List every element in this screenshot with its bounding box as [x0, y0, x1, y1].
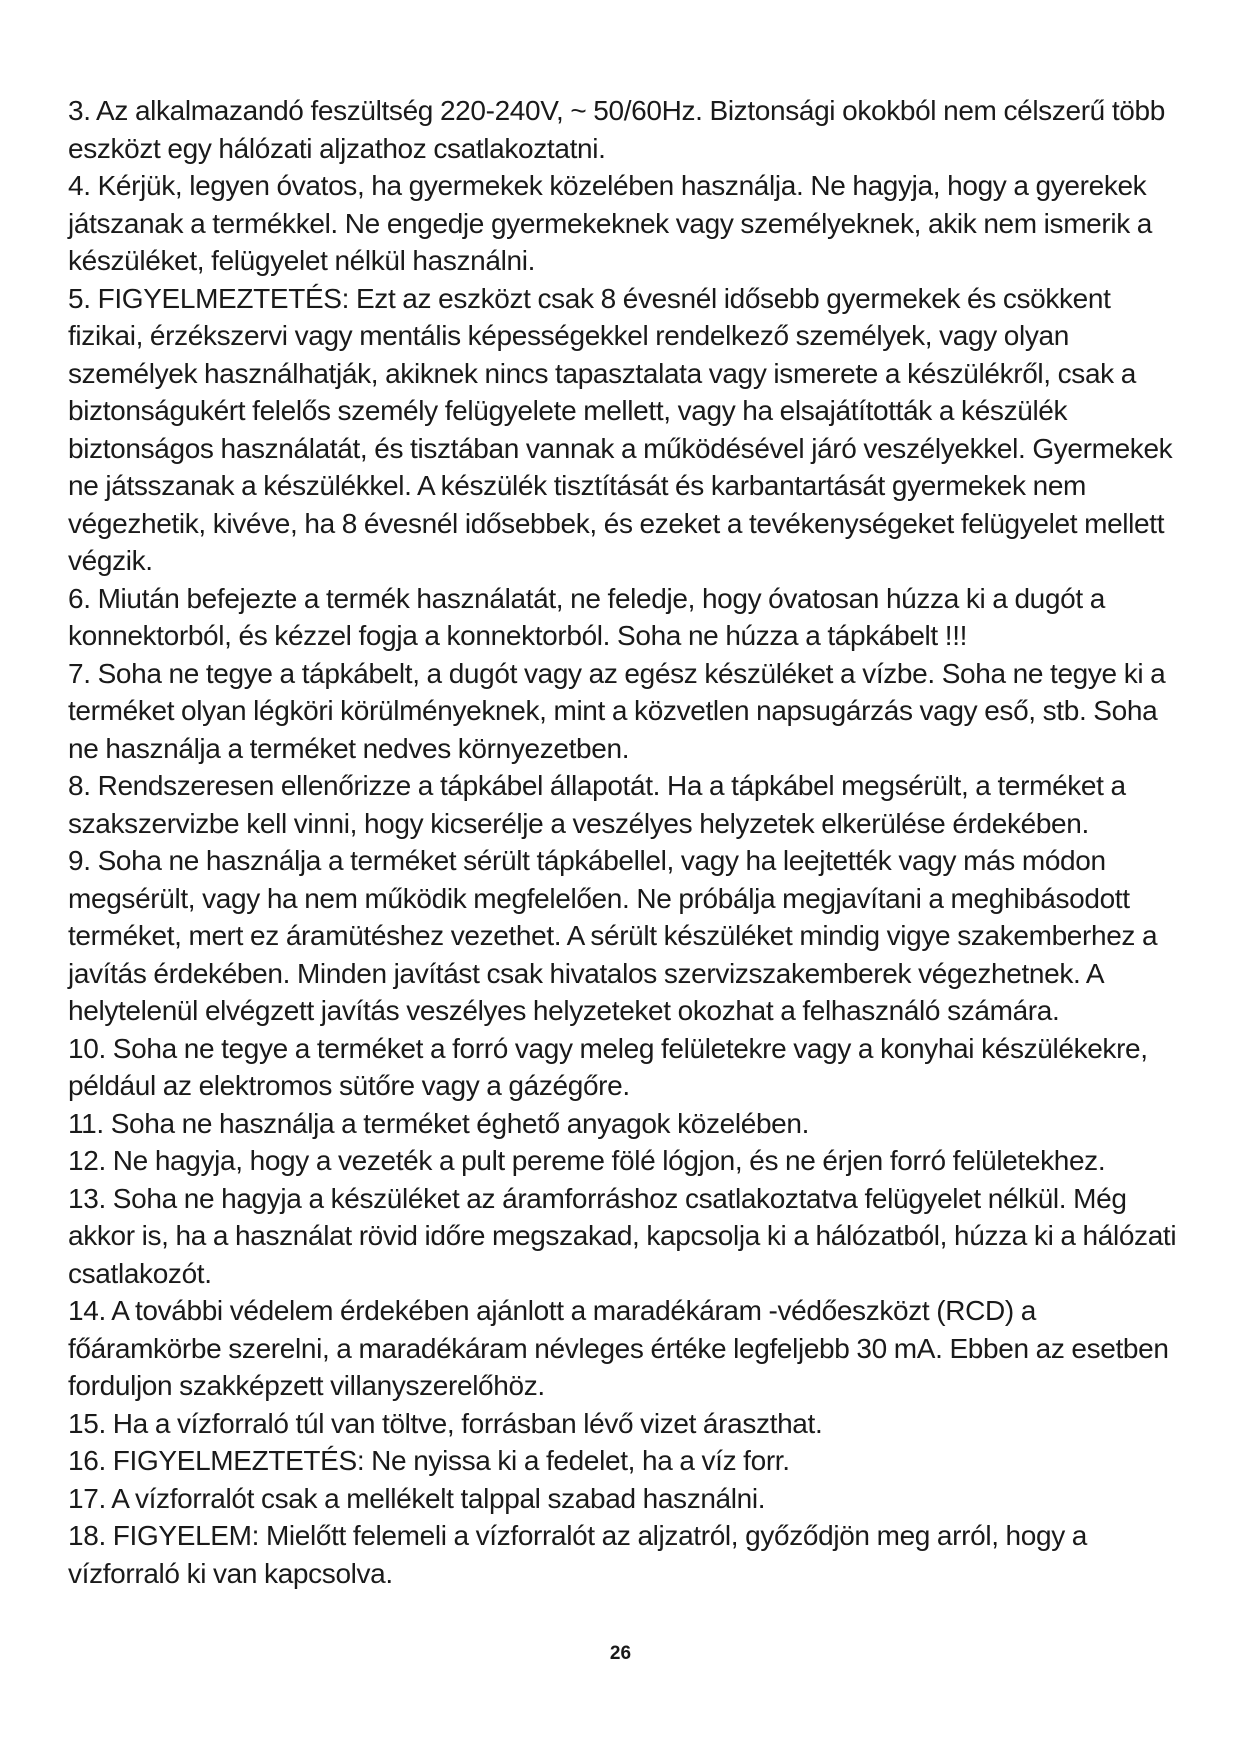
instruction-item-5: 5. FIGYELMEZTETÉS: Ezt az eszközt csak 8 évesnél idősebb gyermekek és csökkent fizikai, érzékszervi vagy mentális képességekkel rendelkező személyek, vagy olyan személyek használhatják, akiknek nincs tapasztalata vagy ismerete a készülékről, csak a biztonságukért felelős személy felügyelete mellett, vagy ha elsajátították a készülék biztonságos használatát, és tisztában vannak a működésével járó veszélyekkel. Gyermekek ne játsszanak a készülékkel. A készülék tisztítását és karbantartását gyermekek nem végezhetik, kivéve, ha 8 évesnél idősebbek, és ezeket a tevékenységeket felügyelet mellett végzik. — [68, 282, 1173, 576]
page-number: 26 — [609, 1643, 632, 1664]
instruction-item-16: 16. FIGYELMEZTETÉS: Ne nyissa ki a fedelet, ha a víz forr. — [68, 1445, 790, 1476]
instruction-item-10: 10. Soha ne tegye a terméket a forró vagy meleg felületekre vagy a konyhai készülékekre, például az elektromos sütőre vagy a gázégőre. — [68, 1032, 1148, 1101]
instruction-item-17: 17. A vízforralót csak a mellékelt talppal szabad használni. — [68, 1482, 766, 1514]
instruction-item-3: 3. Az alkalmazandó feszültség 220-240V, ~ 50/60Hz. Biztonsági okokból nem célszerű több eszközt egy hálózati aljzathoz csatlakoztatni. — [68, 95, 1165, 164]
instruction-item-11: 11. Soha ne használja a terméket éghető anyagok közelében. — [68, 1107, 810, 1139]
instruction-item-15: 15. Ha a vízforraló túl van töltve, forrásban lévő vizet áraszthat. — [68, 1407, 823, 1439]
instruction-item-7: 7. Soha ne tegye a tápkábelt, a dugót vagy az egész készüléket a vízbe. Soha ne tegye ki a terméket olyan légköri körülményeknek, mint a közvetlen napsugárzás vagy eső, stb. Soha ne használja a terméket nedves környezetben. — [68, 657, 1166, 764]
instruction-item-4: 4. Kérjük, legyen óvatos, ha gyermekek közelében használja. Ne hagyja, hogy a gyerekek játszanak a termékkel. Ne engedje gyermekeknek vagy személyeknek, akik nem ismerik a készüléket, felügyelet nélkül használni. — [68, 170, 1153, 276]
instruction-item-14: 14. A további védelem érdekében ajánlott a maradékáram -védőeszközt (RCD) a főáramkörbe szerelni, a maradékáram névleges értéke legfeljebb 30 mA. Ebben az esetben forduljon szakképzett villanyszerelőhöz. — [68, 1295, 1169, 1401]
instruction-item-12: 12. Ne hagyja, hogy a vezeték a pult pereme fölé lógjon, és ne érjen forró felületekhez. — [68, 1145, 1106, 1176]
instruction-item-8: 8. Rendszeresen ellenőrizze a tápkábel állapotát. Ha a tápkábel megsérült, a terméket a szakszervizbe kell vinni, hogy kicserélje a veszélyes helyzetek elkerülése érdekében. — [68, 770, 1126, 839]
instruction-item-6: 6. Miután befejezte a termék használatát, ne feledje, hogy óvatosan húzza ki a dugót a konnektorból, és kézzel fogja a konnektorból. Soha ne húzza a tápkábelt !!! — [68, 582, 1105, 651]
safety-instructions-list — [68, 92, 1178, 1592]
instruction-item-13: 13. Soha ne hagyja a készüléket az áramforráshoz csatlakoztatva felügyelet nélkül. Még akkor is, ha a használat rövid időre megszakad, kapcsolja ki a hálózatból, húzza ki a hálózati csatlakozót. — [68, 1182, 1177, 1289]
instruction-item-18: 18. FIGYELEM: Mielőtt felemeli a vízforralót az aljzatról, győződjön meg arról, hogy a vízforraló ki van kapcsolva. — [68, 1520, 1088, 1589]
instruction-item-9: 9. Soha ne használja a terméket sérült tápkábellel, vagy ha leejtették vagy más módon megsérült, vagy ha nem működik megfelelően. Ne próbálja megjavítani a meghibásodott terméket, mert ez áramütéshez vezethet. A sérült készüléket mindig vigye szakemberhez a javítás érdekében. Minden javítást csak hivatalos szervizszakemberek végezhetnek. A helytelenül elvégzett javítás veszélyes helyzeteket okozhat a felhasználó számára. — [68, 845, 1158, 1026]
